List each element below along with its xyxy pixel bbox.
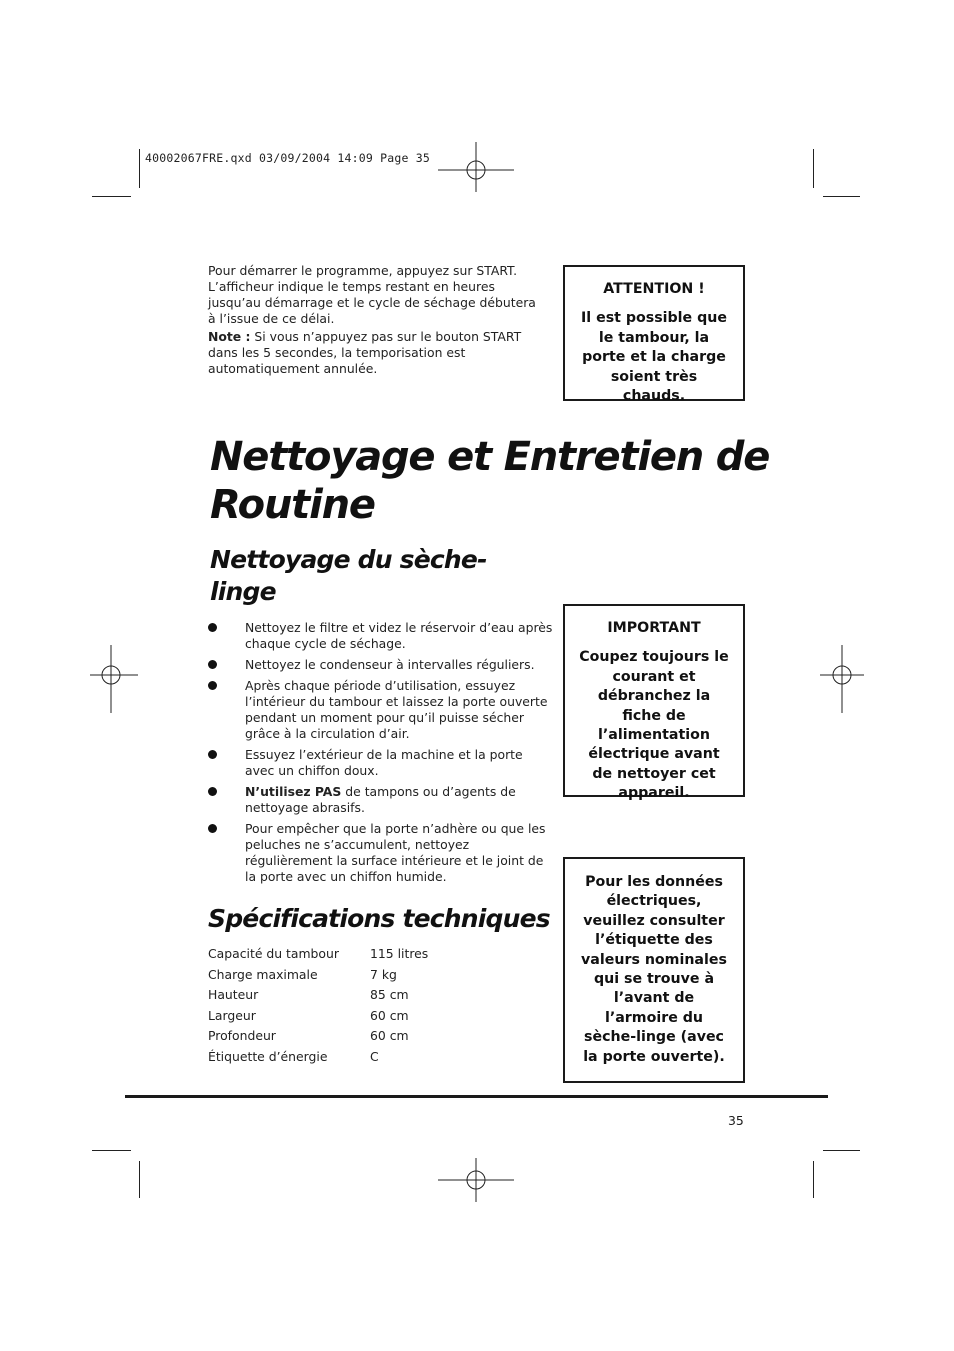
bullet-icon [208, 623, 217, 632]
list-item: Essuyez l’extérieur de la machine et la porte avec un chiffon doux. [208, 747, 553, 779]
attention-text: Il est possible que le tambour, la porte et la charge soient très chauds. [581, 310, 727, 405]
intro-note [208, 329, 542, 377]
bullet-icon [208, 660, 217, 669]
important-title: IMPORTANT [607, 620, 701, 636]
table-row: Capacité du tambour 115 litres [208, 946, 429, 961]
attention-box [563, 265, 745, 405]
list-item: Pour empêcher que la porte n’adhère ou que les peluches ne s’accumulent, nettoyez régulièrement la surface intérieure et le joint de la porte avec un chiffon humide. [208, 821, 553, 885]
attention-title: ATTENTION ! [603, 281, 705, 297]
registration-mark-top-icon [438, 142, 516, 194]
bullet-icon [208, 824, 217, 833]
table-row: Charge maximale 7 kg [208, 966, 397, 982]
print-slug: 40002067FRE.qxd 03/09/2004 14:09 Page 35 [145, 151, 430, 165]
page-title: Nettoyage et Entretien de Routine [210, 434, 770, 528]
cleaning-list [208, 620, 553, 890]
specs-heading: Spécifications techniques [208, 904, 550, 933]
intro-paragraph: Pour démarrer le programme, appuyez sur START. L’afficheur indique le temps restant en heures jusqu’au démarrage et le cycle de séchage débutera à l’issue de ce délai. [208, 263, 536, 326]
table-row: Profondeur 60 cm [208, 1028, 409, 1044]
important-box [563, 604, 745, 802]
note-text: Si vous n’appuyez pas sur le bouton START dans les 5 secondes, la temporisation est automatiquement annulée. [208, 329, 522, 376]
bullet-icon [208, 750, 217, 759]
list-item: Après chaque période d’utilisation, essuyez l’intérieur du tambour et laissez la porte ouverte pendant un moment pour qu’il puisse sécher grâce à la circulation d’air. [208, 678, 553, 742]
cleaning-heading: Nettoyage du sèche-linge [210, 545, 487, 606]
page-number: 35 [728, 1113, 744, 1128]
electrical-info-text: Pour les données électriques, veuillez consulter l’étiquette des valeurs nominales qui se trouve à l’avant de l’armoire du sèche-linge (avec la porte ouverte). [581, 874, 727, 1065]
footer-rule [125, 1095, 828, 1098]
electrical-info-box [563, 857, 745, 1083]
list-item: Nettoyez le condenseur à intervalles réguliers. [208, 657, 553, 673]
list-item-warning: N’utilisez PAS de tampons ou d’agents de nettoyage abrasifs. [208, 784, 553, 816]
list-item: Nettoyez le filtre et videz le réservoir d’eau après chaque cycle de séchage. [208, 620, 553, 652]
table-row: Largeur 60 cm [208, 1007, 409, 1023]
important-text: Coupez toujours le courant et débranchez la fiche de l’alimentation électrique avant de nettoyer cet appareil. [579, 649, 729, 802]
specs-table [208, 946, 428, 1070]
bullet-icon [208, 787, 217, 796]
table-row: Hauteur 85 cm [208, 987, 409, 1003]
note-label: Note : [208, 329, 251, 344]
registration-mark-left-icon [90, 645, 140, 715]
registration-mark-right-icon [820, 645, 870, 715]
table-row: Étiquette d’énergie C [208, 1048, 379, 1064]
intro-text [208, 263, 542, 379]
bullet-icon [208, 681, 217, 690]
registration-mark-bottom-icon [438, 1158, 516, 1204]
